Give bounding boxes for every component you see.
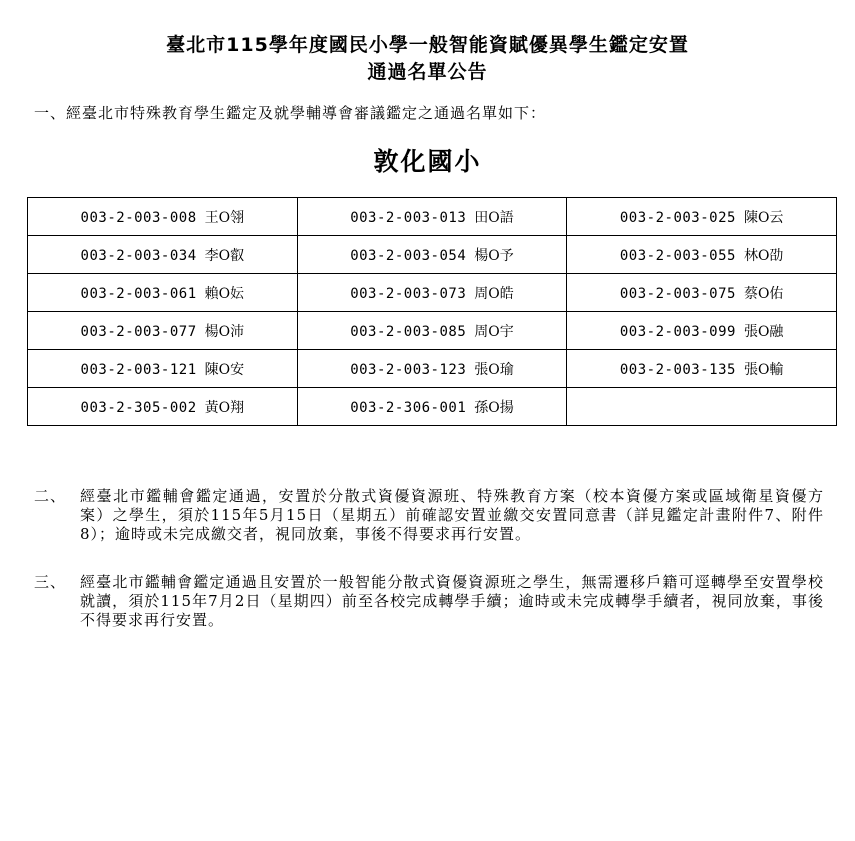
table-cell: [28, 388, 298, 426]
student-name: 陳O安: [204, 361, 245, 378]
intro-text: 一、經臺北市特殊教育學生鑑定及就學輔導會審議鑑定之通過名單如下：: [34, 104, 547, 122]
table-cell: [28, 312, 298, 350]
student-code: 003-2-305-002: [80, 399, 197, 416]
table-cell: [28, 274, 298, 312]
student-name: 張O輸: [743, 361, 784, 378]
table-row: [28, 198, 837, 236]
student-name: 張O融: [743, 323, 784, 340]
student-name: 林O劭: [743, 247, 784, 264]
student-code: 003-2-003-075: [619, 285, 736, 302]
table-cell: [297, 350, 567, 388]
table-cell: [297, 274, 567, 312]
student-name: 周O皓: [474, 285, 514, 302]
table-row: [28, 312, 837, 350]
student-list-table: [27, 197, 837, 426]
student-name: 陳O云: [743, 209, 784, 226]
student-code: 003-2-003-054: [350, 247, 467, 264]
student-name: 李O叡: [204, 247, 245, 264]
table-row: [28, 274, 837, 312]
student-code: 003-2-003-073: [350, 285, 467, 302]
table-cell: [297, 388, 567, 426]
table-cell: [28, 198, 298, 236]
student-code: 003-2-003-135: [619, 361, 736, 378]
page-title: 臺北市115學年度國民小學一般智能資賦優異學生鑑定安置: [166, 34, 689, 56]
student-code: 003-2-306-001: [350, 399, 467, 416]
table-cell: [567, 350, 837, 388]
student-name: 賴O妘: [204, 285, 245, 302]
student-name: 黃O翔: [204, 399, 245, 416]
note-text: 經臺北市鑑輔會鑑定通過且安置於一般智能分散式資優資源班之學生，無需遷移戶籍可逕轉學至安置學校就讀，須於115年7月2日（星期四）前至各校完成轉學手續；逾時或未完成轉學手續者，視同放棄，事後不得要求再行安置。: [80, 573, 824, 629]
note-number: 三、: [34, 573, 67, 591]
note-number: 二、: [34, 487, 67, 505]
student-code: 003-2-003-025: [619, 209, 736, 226]
student-code: 003-2-003-123: [350, 361, 467, 378]
student-code: 003-2-003-034: [80, 247, 197, 264]
note-item: [34, 573, 824, 630]
page-subtitle: 通過名單公告: [367, 61, 488, 83]
table-cell: [28, 236, 298, 274]
table-cell: [567, 274, 837, 312]
table-row: [28, 236, 837, 274]
table-cell-empty: [567, 388, 837, 426]
student-code: 003-2-003-008: [80, 209, 197, 226]
table-row: [28, 388, 837, 426]
student-code: 003-2-003-061: [80, 285, 197, 302]
student-code: 003-2-003-121: [80, 361, 197, 378]
school-name: 敦化國小: [373, 147, 482, 176]
student-name: 周O宇: [474, 323, 514, 340]
table-cell: [297, 312, 567, 350]
student-code: 003-2-003-077: [80, 323, 197, 340]
student-name: 楊O予: [474, 247, 514, 264]
student-code: 003-2-003-099: [619, 323, 736, 340]
table-cell: [297, 198, 567, 236]
student-name: 王O翎: [204, 209, 245, 226]
student-name: 楊O沛: [204, 323, 245, 340]
student-code: 003-2-003-013: [350, 209, 467, 226]
student-name: 蔡O佑: [743, 285, 784, 302]
student-name: 孫O揚: [474, 399, 514, 416]
note-text: 經臺北市鑑輔會鑑定通過，安置於分散式資優資源班、特殊教育方案（校本資優方案或區域衛星資優方案）之學生，須於115年5月15日（星期五）前確認安置並繳交安置同意書（詳見鑑定計畫附件7、附件8）；逾時或未完成繳交者，視同放棄，事後不得要求再行安置。: [80, 487, 824, 543]
table-cell: [567, 236, 837, 274]
note-item: [34, 487, 824, 544]
student-code: 003-2-003-055: [619, 247, 736, 264]
student-code: 003-2-003-085: [350, 323, 467, 340]
table-row: [28, 350, 837, 388]
table-cell: [297, 236, 567, 274]
table-cell: [28, 350, 298, 388]
table-cell: [567, 198, 837, 236]
student-name: 張O瑜: [474, 361, 514, 378]
table-cell: [567, 312, 837, 350]
student-name: 田O語: [474, 209, 514, 226]
